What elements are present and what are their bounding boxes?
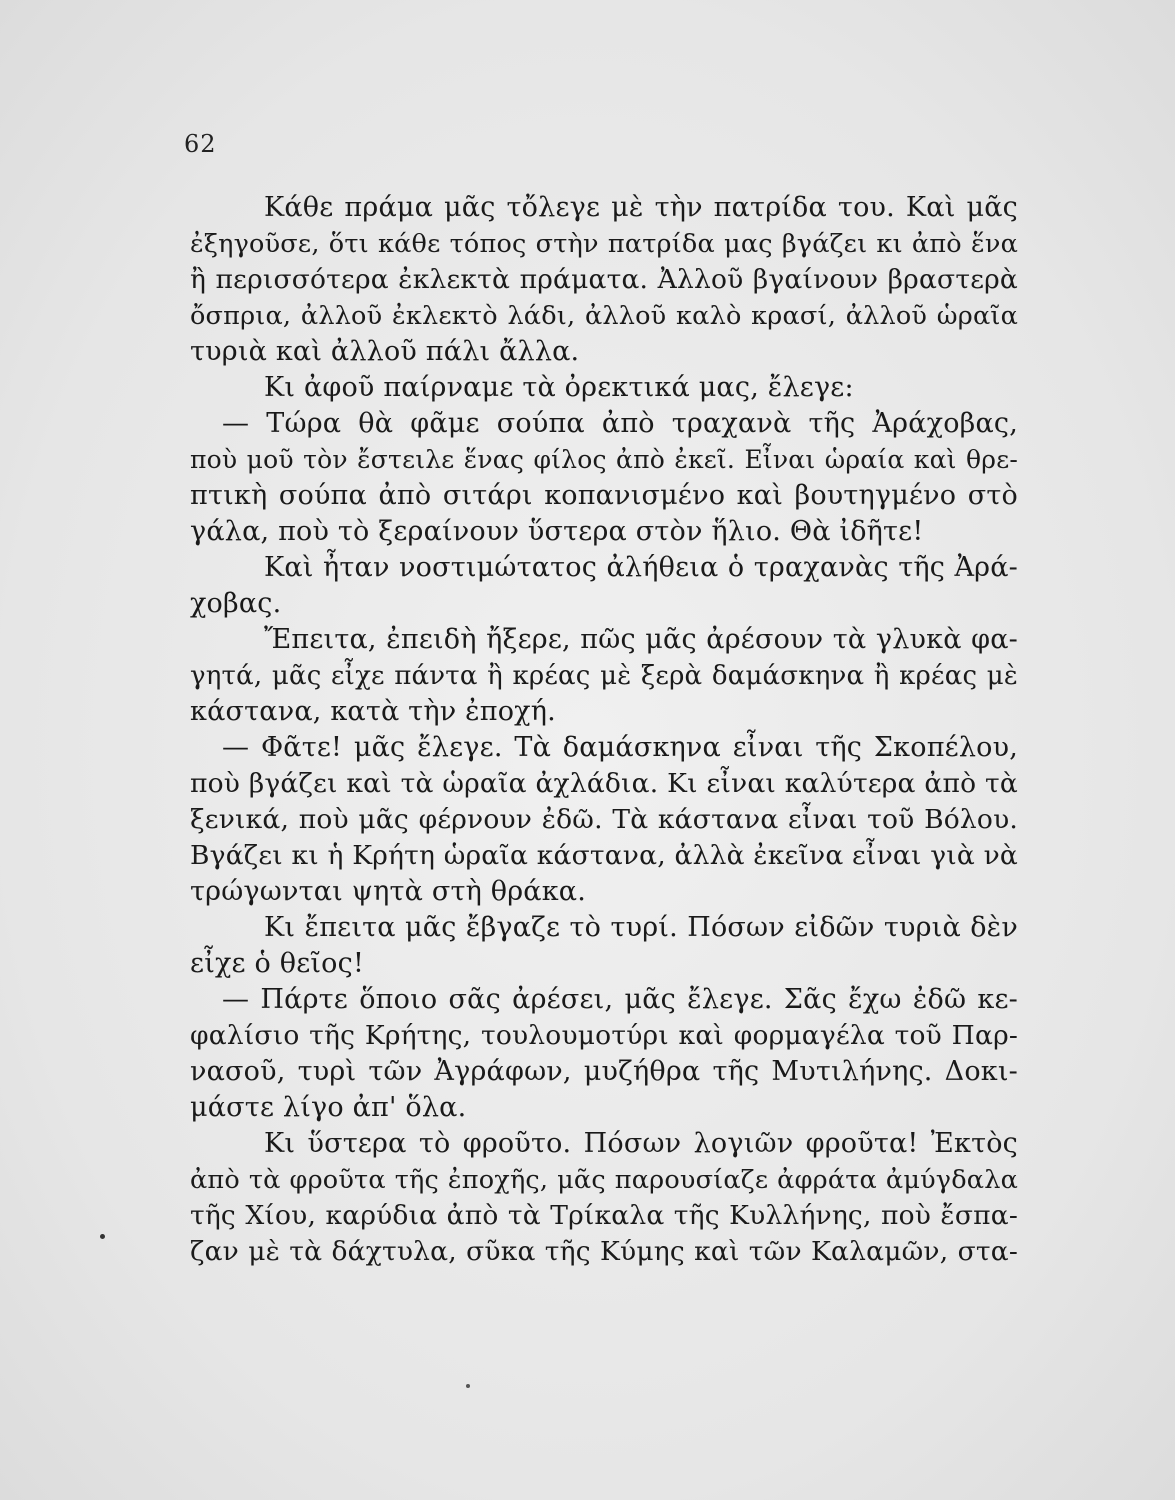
text-line: γητά, μᾶς εἶχε πάντα ἢ κρέας μὲ ξερὰ δαμάσκηνα ἢ κρέας μὲ — [190, 661, 1018, 691]
body-text — [190, 190, 1018, 1270]
text-line: — Τώρα θὰ φᾶμε σούπα ἀπὸ τραχανὰ τῆς Ἀράχοβας, — [222, 408, 1018, 439]
text-line: τυριὰ καὶ ἀλλοῦ πάλι ἄλλα. — [190, 336, 580, 367]
text-line: μάστε λίγο ἀπ' ὅλα. — [190, 1092, 467, 1123]
text-line: χοβας. — [190, 588, 282, 619]
text-line: τρώγωνται ψητὰ στὴ θράκα. — [190, 876, 587, 907]
page-number: 62 — [184, 130, 217, 158]
text-line: νασοῦ, τυρὶ τῶν Ἀγράφων, μυζήθρα τῆς Μυτιλήνης. Δοκι- — [190, 1056, 1018, 1087]
text-line: εἶχε ὁ θεῖος! — [190, 948, 364, 979]
text-line: ἀπὸ τὰ φροῦτα τῆς ἐποχῆς, μᾶς παρουσίαζε ἀφράτα ἀμύγδαλα — [190, 1165, 1018, 1195]
margin-mark — [100, 1234, 105, 1239]
text-line: πτικὴ σούπα ἀπὸ σιτάρι κοπανισμένο καὶ βουτηγμένο στὸ — [190, 480, 1018, 511]
text-line: Κάθε πράμα μᾶς τὄλεγε μὲ τὴν πατρίδα του. Καὶ μᾶς — [264, 192, 1018, 223]
text-line: — Πάρτε ὅποιο σᾶς ἀρέσει, μᾶς ἔλεγε. Σᾶς ἔχω ἐδῶ κε- — [222, 984, 1018, 1015]
text-line: Κι ὕστερα τὸ φροῦτο. Πόσων λογιῶν φροῦτα! Ἐκτὸς — [264, 1128, 1018, 1159]
text-line: ποὺ μοῦ τὸν ἔστειλε ἕνας φίλος ἀπὸ ἐκεῖ. Εἶναι ὡραία καὶ θρε- — [190, 445, 1018, 474]
text-line: γάλα, ποὺ τὸ ξεραίνουν ὕστερα στὸν ἥλιο. Θὰ ἰδῆτε! — [190, 516, 924, 547]
text-line: — Φᾶτε! μᾶς ἔλεγε. Τὰ δαμάσκηνα εἶναι τῆς Σκοπέλου, — [222, 732, 1018, 763]
text-line: ζαν μὲ τὰ δάχτυλα, σῦκα τῆς Κύμης καὶ τῶν Καλαμῶν, στα- — [190, 1236, 1018, 1267]
text-line: Κι ἔπειτα μᾶς ἔβγαζε τὸ τυρί. Πόσων εἰδῶν τυριὰ δὲν — [264, 912, 1018, 943]
text-line: Βγάζει κι ἡ Κρήτη ὡραῖα κάστανα, ἀλλὰ ἐκεῖνα εἶναι γιὰ νὰ — [190, 840, 1018, 871]
text-line: ξενικά, ποὺ μᾶς φέρνουν ἐδῶ. Τὰ κάστανα εἶναι τοῦ Βόλου. — [190, 804, 1018, 835]
text-line: κάστανα, κατὰ τὴν ἐποχή. — [190, 696, 556, 727]
text-line: τῆς Χίου, καρύδια ἀπὸ τὰ Τρίκαλα τῆς Κυλλήνης, ποὺ ἔσπα- — [190, 1200, 1018, 1231]
text-line: ἐξηγοῦσε, ὅτι κάθε τόπος στὴν πατρίδα μας βγάζει κι ἀπὸ ἕνα — [190, 229, 1018, 259]
text-line: Ἔπειτα, ἐπειδὴ ἤξερε, πῶς μᾶς ἀρέσουν τὰ γλυκὰ φα- — [264, 624, 1018, 655]
text-line: ἢ περισσότερα ἐκλεκτὰ πράματα. Ἀλλοῦ βγαίνουν βραστερὰ — [190, 264, 1018, 295]
text-line: ὄσπρια, ἀλλοῦ ἐκλεκτὸ λάδι, ἀλλοῦ καλὸ κρασί, ἀλλοῦ ὡραῖα — [190, 301, 1018, 331]
text-line: φαλίσιο τῆς Κρήτης, τουλουμοτύρι καὶ φορμαγέλα τοῦ Παρ- — [190, 1020, 1018, 1051]
text-line: Καὶ ἦταν νοστιμώτατος ἀλήθεια ὁ τραχανὰς τῆς Ἀρά- — [264, 552, 1018, 583]
text-line: Κι ἀφοῦ παίρναμε τὰ ὀρεκτικά μας, ἔλεγε: — [264, 372, 854, 403]
text-line: ποὺ βγάζει καὶ τὰ ὡραῖα ἀχλάδια. Κι εἶναι καλύτερα ἀπὸ τὰ — [190, 768, 1018, 799]
ink-speck — [466, 1384, 470, 1388]
